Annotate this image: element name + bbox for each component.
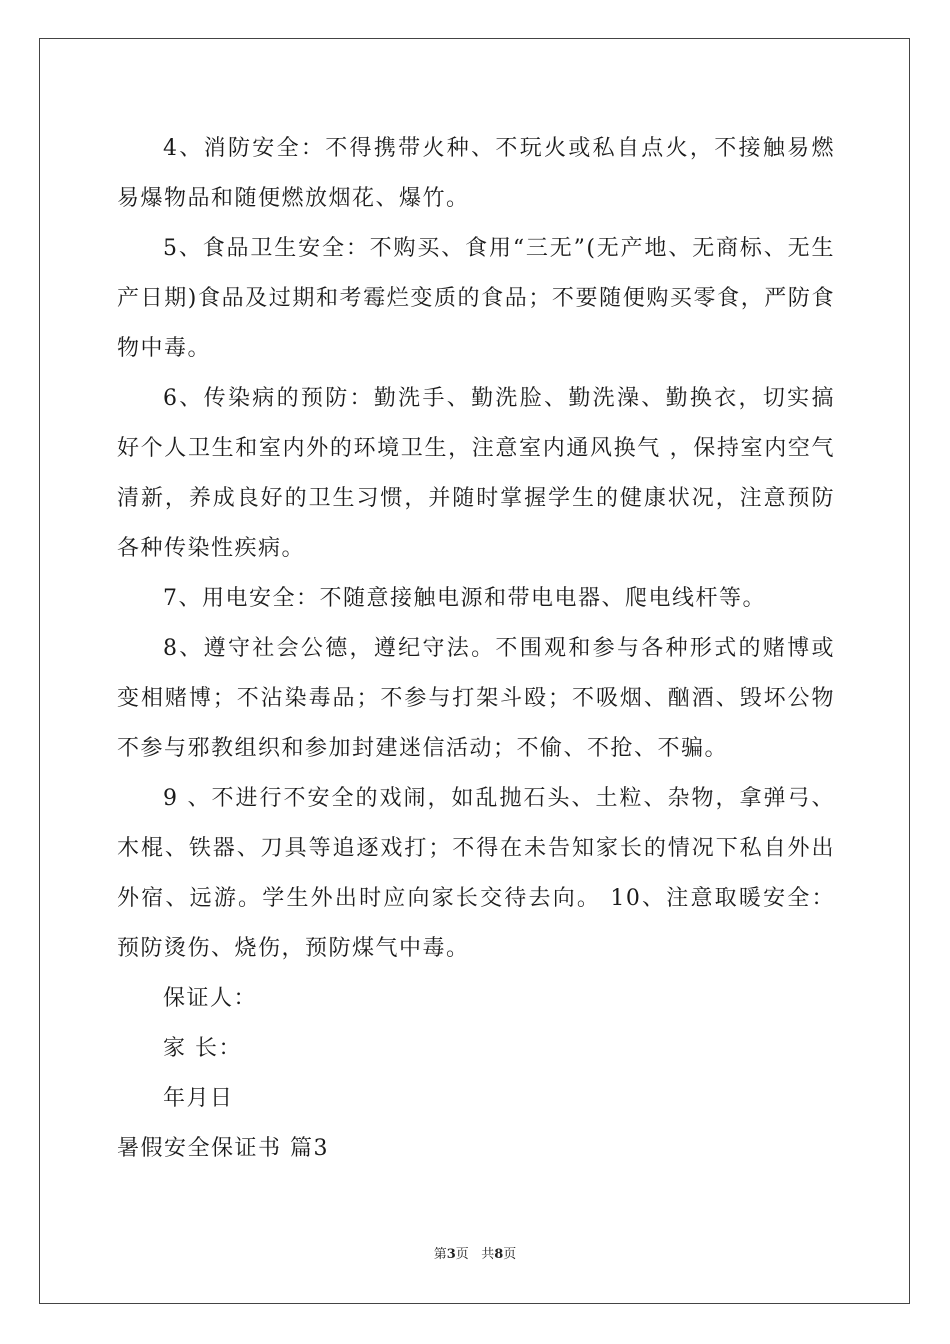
signature-date: 年月日 xyxy=(163,1086,234,1111)
paragraph-social-morality: 8、遵守社会公德，遵纪守法。不围观和参与各种形式的赌博或变相赌博；不沾染毒品；不参与打架斗殴；不吸烟、酗酒、毁坏公物不参与邪教组织和参加封建迷信活动；不偷、不抢、不骗。 xyxy=(117,636,835,761)
total-prefix: 共 xyxy=(481,1247,495,1262)
total-unit: 页 xyxy=(503,1247,517,1262)
page-number: 3 xyxy=(446,1247,456,1262)
paragraph-food-safety: 5、食品卫生安全：不购买、食用“三无”(无产地、无商标、无生产日期)食品及过期和考霉烂变质的食品；不要随便购买零食，严防食物中毒。 xyxy=(117,236,835,361)
paragraph-play-safety: 9 、不进行不安全的戏闹，如乱抛石头、土粒、杂物，拿弹弓、木棍、铁器、刀具等追逐戏打；不得在未告知家长的情况下私自外出外宿、远游。学生外出时应向家长交待去向。 10、注意取暖安全：预防烫伤、烧伤，预防煤气中毒。 xyxy=(117,786,835,961)
signature-parent: 家 长： xyxy=(163,1036,242,1061)
signature-guarantor: 保证人： xyxy=(163,986,258,1011)
total-pages: 8 xyxy=(494,1247,504,1262)
page-prefix: 第 xyxy=(433,1247,447,1262)
document-body xyxy=(117,124,835,1174)
page-unit: 页 xyxy=(455,1247,469,1262)
page-footer xyxy=(0,1246,950,1264)
section-heading: 暑假安全保证书 篇3 xyxy=(117,1136,329,1161)
paragraph-fire-safety: 4、消防安全：不得携带火种、不玩火或私自点火，不接触易燃易爆物品和随便燃放烟花、爆竹。 xyxy=(117,136,835,211)
paragraph-electric-safety: 7、用电安全：不随意接触电源和带电电器、爬电线杆等。 xyxy=(163,586,766,611)
paragraph-disease-prevention: 6、传染病的预防：勤洗手、勤洗脸、勤洗澡、勤换衣，切实搞好个人卫生和室内外的环境卫生，注意室内通风换气 ，保持室内空气清新，养成良好的卫生习惯，并随时掌握学生的健康状况，注意预防各种传染性疾病。 xyxy=(117,386,835,561)
